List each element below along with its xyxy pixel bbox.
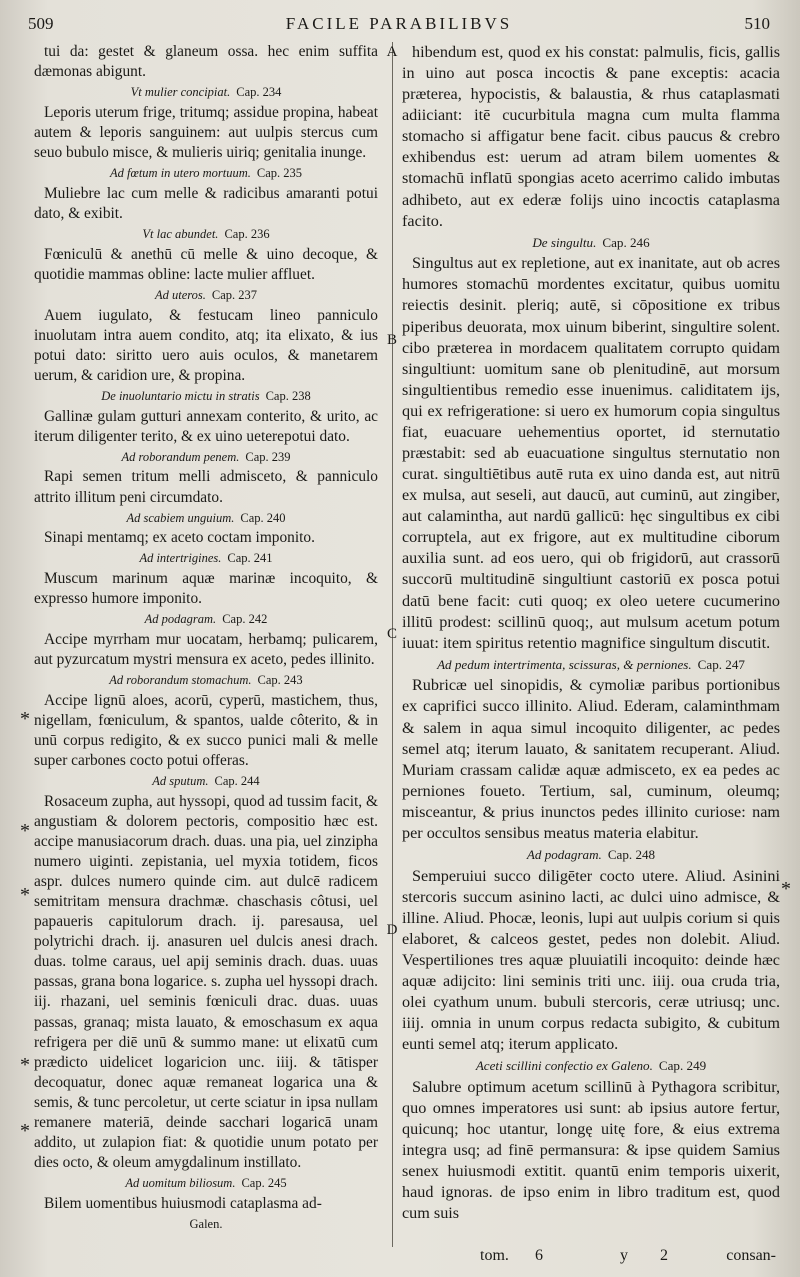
chapter-number: Cap. 239 [245, 449, 291, 464]
section-heading [34, 672, 378, 690]
heading-title: Vt lac abundet. [142, 226, 219, 241]
chapter-number: Cap. 236 [224, 226, 270, 241]
chapter-number: Cap. 243 [257, 673, 303, 688]
margin-star: * [20, 884, 30, 906]
chapter-number: Cap. 245 [241, 1175, 287, 1190]
footer-volume: tom. [480, 1247, 509, 1264]
section-heading [402, 846, 780, 865]
section-heading [34, 510, 378, 528]
margin-star: * [20, 1120, 30, 1142]
section-heading [34, 388, 378, 406]
heading-title: Ad podagram. [526, 847, 602, 862]
section-heading [34, 165, 378, 183]
paragraph: Semperuiui succo diligēter cocto utere. Aliud. Asinini stercoris succum asinino lacti, ac dulci uino admisce, & illine. Aliud. Phocæ, leonis, lupi aut uulpis corium si quis elaboret, & calceos gestet, pedes non dolebit. Aliud. Vespertiliones tres aquæ pluuiatili incoquito: deinde hæc aquæ adijcito: lini seminis triti unc. iiij. oua cruda tria, olei cyathum unum. bubuli stercoris, ceræ utriusq; unc. iiij. omnia in unum corpus redacta subigito, & cubitum eunti semel atq; iterum applicato. [402, 866, 780, 1054]
running-title: FACILE PARABILIBVS [285, 14, 513, 33]
paragraph: Muliebre lac cum melle & radicibus amaranti potui dato, & exibit. [34, 184, 378, 222]
heading-title: De inuoluntario mictu in stratis [101, 388, 260, 403]
chapter-number: Cap. 237 [211, 287, 258, 302]
section-heading [34, 611, 378, 629]
paragraph: Rapi semen tritum melli admisceto, & panniculo attrito illitum peni circumdato. [34, 468, 378, 506]
heading-title: Vt mulier concipiat. [130, 85, 231, 100]
margin-star: * [20, 820, 30, 842]
chapter-number: Cap. 242 [222, 612, 268, 627]
paragraph: Sinapi mentamq; ex aceto coctam imponito. [44, 529, 315, 547]
running-header [28, 14, 770, 44]
section-heading [34, 449, 378, 467]
heading-title: Ad uomitum biliosum. [125, 1175, 236, 1190]
chapter-number: Cap. 248 [607, 847, 656, 862]
paragraph: tui da: gestet & glaneum ossa. hec enim suffita dæmonas abigunt. [34, 43, 378, 81]
paragraph: Auem iugulato, & festucam lineo panniculo inuolutam intra auem condito, atq; ita elixato, & ius potui dato: siritto uero auis oculos, & manetarem uerum, & caridion ure, & propina. [34, 306, 378, 384]
heading-title: Ad intertrigines. [139, 551, 222, 566]
page-number-right: 510 [744, 14, 770, 33]
heading-title: Ad roborandum penem. [121, 449, 240, 464]
paragraph: Fœniculū & anethū cū melle & uino decoque, & quotidie mammas obline: lacte mulier affluet. [34, 245, 378, 283]
paragraph: Bilem uomentibus huiusmodi cataplasma ad- [44, 1194, 322, 1212]
margin-letter-d: D [386, 922, 398, 938]
margin-letter-a: A [386, 44, 398, 60]
heading-title: Ad scabiem unguium. [126, 510, 235, 525]
chapter-number: Cap. 241 [227, 551, 273, 566]
page-number-left: 509 [28, 14, 54, 33]
heading-title: Ad roborandum stomachum. [109, 673, 252, 688]
margin-star: * [781, 878, 791, 900]
paragraph: Muscum marinum aquæ marinæ incoquito, & expresso humore imponito. [34, 570, 378, 608]
heading-title: Ad sputum. [152, 774, 209, 789]
footer-signature-number: 2 [660, 1247, 668, 1264]
paragraph: Rubricæ uel sinopidis, & cymoliæ paribus portionibus ex caprifici succo illinito. Aliud. Ederam, calaminthmam & salem in aqua simul incoquito diligenter, ac pedes semel atq; iterum lauato, & sanitatem recuperant. Aliud. Muriam crassam calidæ aquæ admisceto, ex ea pedes ac perniones foueto. Tertium, sal, cuminum, oleumq; misceantur, & prius inunctos pedes illinito curiose: nam per occultos sensibus meatus materia elabitur. [402, 676, 780, 842]
paragraph: Singultus aut ex repletione, aut ex inanitate, aut ob acres humores stomachū mordentes excitatur, quibus uomitu reiectis desinit. pleriq; autē, si cōpositione ex tribus piperibus deuorata, mox uinum biberint, singultire solent. cibo præterea in mordacem qualitatem corrupto quidam singultiunt: uomitum sane ob plenitudinē, aut morsum singultientibus remedio esse inuenimus. caliditatem ijs, qui ex refrigeratione: si uero ex humorum copia singultus fiat, euacuare uehementius oportet, id sternutatio præstabit: sed ab euacuatione singultus sternutatio non curat. singultiētibus autē ruta ex uino danda est, aut nitrū ex mulsa, aut seseli, aut daucū, aut cuminū, aut zingiber, aut calamintha, aut nardū gallicū: hęc singultibus ex cibi corruptela, aut ex frigore, aut ex multitudine ciborum auxilia sunt. ad eos uero, qui ob frigidorū, aut crassorū succorū multitudinē singultiunt castoriū ex posca potui datū bene facit: cuti quoq; ex oleo uetere cucumerino illitū prodest: scillinū quoq;, aut mulsum acetum potum iuuat: item spiritus retentio magnifice singultum discutit. [402, 254, 780, 652]
footer-signature: y [620, 1247, 628, 1264]
section-heading [402, 1057, 780, 1076]
heading-title: Ad fœtum in utero mortuum. [110, 166, 251, 181]
margin-letter-c: C [386, 626, 397, 642]
attribution: Galen. [189, 1216, 223, 1231]
left-column [34, 42, 378, 1235]
section-heading [34, 550, 378, 568]
paragraph: Rosaceum zupha, aut hyssopi, quod ad tussim facit, & angustiam & dolorem pectoris, compositio hæc est. accipe manusiacorum drach. duas. una pia, uel zinzipha numero uiginti. zepistania, uel myxia totidem, ficos aspr. dulces numero quinde cim. aut dulcē radicem semitritam mensura drachmæ. chaschasis côtusi, uel papaueris capitulorum drach. ij. paresausa, uel polytrichi drach. ij. anasuren uel dulcis anesi drach. duas. tolme caraus, uel apij seminis drach. duas. uuas passas, grana bona logarice. s. zupha uel hyssopi drach. iij. rhazani, uel seminis fœniculi drac. duas. uuas passas, granaq; mista lauato, & emoschasum ex aqua refrigera per diē unū & summo mane: ut elixatū cum prædicto uidelicet logaricion unc. iiij. & tātisper decoquatur, donec aquæ remaneat logarica una & semis, & tunc percoletur, ut certe sciatur in ipsa nullam remanere materiā, deinde sacchari logaricā unam addito, ut zulapion fiat: & quotidie unum potato per dies octo, & oleum amygdalinum instillato. [34, 792, 378, 1171]
paragraph: Leporis uterum frige, tritumq; assidue propina, habeat autem & leporis sanguinem: aut uulpis stercus cum seuo bubulo misce, & mulieris uiriq; genitalia inunge. [34, 103, 378, 161]
section-heading [34, 287, 378, 305]
heading-title: De singultu. [532, 234, 597, 250]
section-heading [402, 234, 780, 253]
section-heading [34, 1175, 378, 1193]
margin-letter-b: B [386, 332, 397, 348]
chapter-number: Cap. 234 [236, 85, 282, 100]
chapter-number: Cap. 244 [214, 774, 260, 789]
margin-star: * [20, 1054, 30, 1076]
page-footer [480, 1247, 776, 1271]
paragraph: Accipe myrrham mur uocatam, herbamq; pulicarem, aut pyzurcatum mystri mensura ex aceto, pedes illinito. [34, 631, 378, 669]
right-column [402, 42, 780, 1224]
chapter-number: Cap. 240 [240, 510, 286, 525]
chapter-number: Cap. 238 [265, 388, 311, 403]
section-heading [34, 84, 378, 102]
paragraph: Gallinæ gulam gutturi annexam conterito, & urito, ac iterum diligenter terito, & ex uino ueterepotui dato. [34, 407, 378, 445]
heading-title: Ad uteros. [154, 287, 206, 302]
heading-title: Ad pedum intertrimenta, scissuras, & perniones. [437, 656, 692, 672]
catchword: consan- [726, 1247, 776, 1264]
paragraph: Salubre optimum acetum scillinū à Pythagora scribitur, quo omnes imperatores usi sunt: ab ipsius autore fertur, quicunq; hoc utantur, longę uitę fore, & eius extrema integra usq; ad finē permansura: & ipse quidem Samius senex huiusmodi extitit. quantū enim temporis uixerit, haud ignoras. de ipso enim in libro traditum est, quod cum suis [402, 1077, 780, 1223]
section-heading [34, 773, 378, 791]
heading-title: Aceti scillini confectio ex Galeno. [475, 1058, 653, 1074]
heading-title: Ad podagram. [144, 612, 217, 627]
chapter-number: Cap. 249 [658, 1058, 707, 1074]
footer-volume-number: 6 [535, 1247, 543, 1264]
chapter-number: Cap. 235 [256, 166, 302, 181]
chapter-number: Cap. 246 [602, 234, 650, 250]
column-divider [392, 42, 393, 1247]
paragraph: Accipe lignū aloes, acorū, cyperū, mastichem, thus, nigellam, fœniculum, & spantos, ualde côterito, & in unū corpus redigito, & ex succo punici mali & melle super carbones cocto potui offeras. [34, 692, 378, 770]
section-heading [402, 656, 780, 675]
section-heading [34, 226, 378, 244]
paragraph: hibendum est, quod ex his constat: palmulis, ficis, gallis in uino aut posca incoctis & pane exceptis: acacia præterea, hypocistis, & balaustia, & rhus cataplasmati adiiciant: itē cucurbitula magna cum multa flamma stomacho si affigatur bene facit. cibus paucus & crebro exhibendus est: uerum ad atram bilem uomentes & stomachū inflatū spongias aceto acerrimo calido imbutas adhibeto, aut ex ederæ folijs uino incoctis cataplasma facito. [402, 43, 780, 230]
margin-star: * [20, 708, 30, 730]
chapter-number: Cap. 247 [697, 656, 745, 672]
